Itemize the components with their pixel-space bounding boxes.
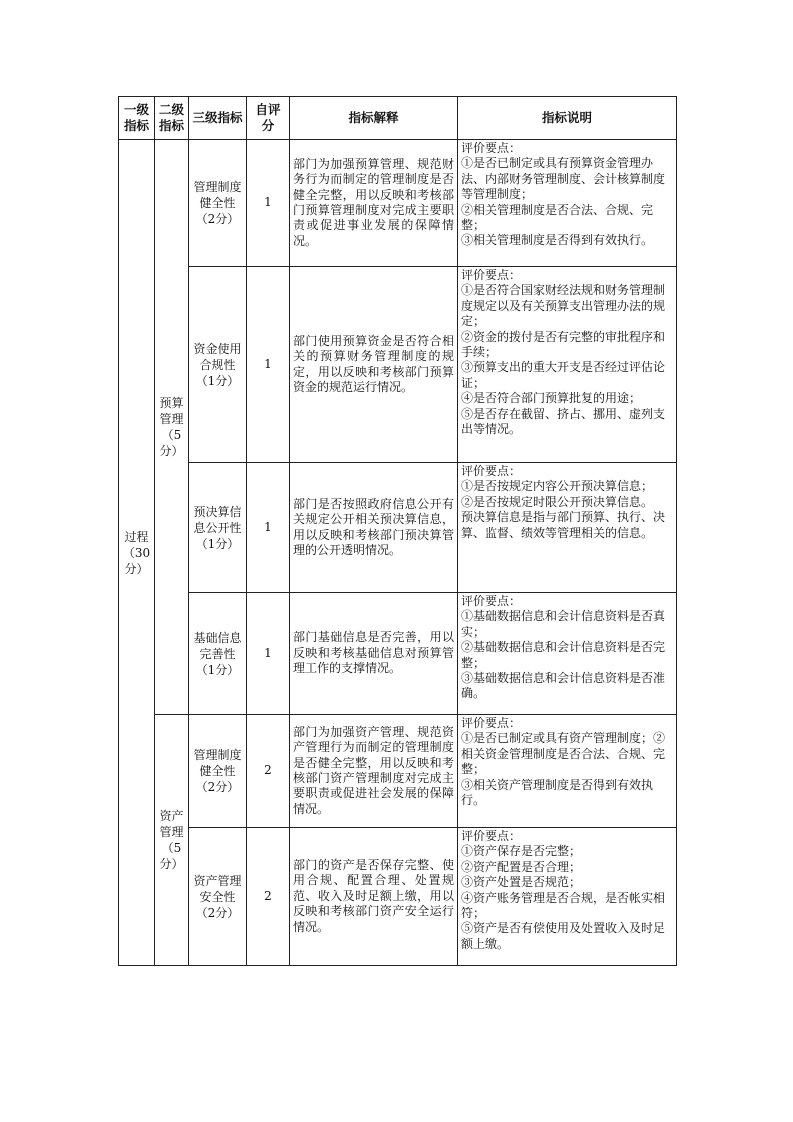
desc-line: ②资金的拨付是否有完整的审批程序和手续； xyxy=(461,329,666,360)
description-cell xyxy=(458,463,677,593)
score-cell: 2 xyxy=(247,715,290,828)
desc-line: 评价要点： xyxy=(461,829,522,843)
explanation-cell: 部门为加强预算管理、规范财务行为而制定的管理制度是否健全完整，用以反映和考核部门预算管理制度对完成主要职责或促进事业发展的保障情况。 xyxy=(290,140,458,267)
level3-cell: 管理制度健全性（2分） xyxy=(189,140,247,267)
desc-line: 评价要点： xyxy=(461,268,522,282)
desc-line: ①是否已制定或具有资产管理制度；②相关资金管理制度是否合法、合规、完整； xyxy=(461,731,666,777)
desc-line: ③基础数据信息和会计信息资料是否准确。 xyxy=(461,671,666,701)
level3-cell: 资产管理安全性（2分） xyxy=(189,828,247,966)
score-cell: 1 xyxy=(247,593,290,715)
header-score: 自评分 xyxy=(247,97,290,140)
desc-line: 评价要点： xyxy=(461,464,522,478)
desc-line: 预决算信息是指与部门预算、执行、决算、监督、绩效等管理相关的信息。 xyxy=(461,510,666,540)
level3-cell: 基础信息完善性（1分） xyxy=(189,593,247,715)
desc-line: ①资产保存是否完整； xyxy=(461,844,582,859)
desc-line: 评价要点： xyxy=(461,716,522,730)
table-row xyxy=(119,463,677,593)
explanation-cell: 部门的资产是否保存完整、使用合规、配置合理、处置规范、收入及时足额上缴，用以反映和考核部门资产安全运行情况。 xyxy=(290,828,458,966)
desc-line: ①基础数据信息和会计信息资料是否真实； xyxy=(461,609,666,639)
level2-cell-assets: 资产管理（5分） xyxy=(155,715,189,966)
desc-line: ②是否按规定时限公开预决算信息。 xyxy=(461,494,654,509)
level3-cell: 资金使用合规性（1分） xyxy=(189,267,247,463)
header-explanation: 指标解释 xyxy=(290,97,458,140)
desc-line: 评价要点： xyxy=(461,141,522,155)
explanation-cell: 部门是否按照政府信息公开有关规定公开相关预决算信息，用以反映和考核部门预决算管理的公开透明情况。 xyxy=(290,463,458,593)
desc-line: ①是否已制定或具有预算资金管理办法、内部财务管理制度、会计核算制度等管理制度； xyxy=(461,156,666,202)
desc-line: ④资产账务管理是否合规，是否帐实相符； xyxy=(461,890,666,921)
desc-line: ⑤资产是否有偿使用及处置收入及时足额上缴。 xyxy=(461,921,666,951)
header-level2: 二级指标 xyxy=(155,97,189,140)
header-description: 指标说明 xyxy=(458,97,677,140)
desc-line: ②资产配置是否合理； xyxy=(461,859,582,874)
table-row xyxy=(119,828,677,966)
desc-line: 评价要点： xyxy=(461,594,522,608)
desc-line: ③资产处置是否规范； xyxy=(461,875,582,890)
desc-line: ⑤是否存在截留、挤占、挪用、虚列支出等情况。 xyxy=(461,406,666,437)
level3-cell: 预决算信息公开性（1分） xyxy=(189,463,247,593)
score-cell: 1 xyxy=(247,140,290,267)
level3-cell: 管理制度健全性（2分） xyxy=(189,715,247,828)
description-cell xyxy=(458,267,677,463)
desc-line: ②基础数据信息和会计信息资料是否完整； xyxy=(461,640,666,670)
score-cell: 1 xyxy=(247,267,290,463)
desc-line: ①是否按规定内容公开预决算信息； xyxy=(461,479,654,494)
desc-line: ③相关资产管理制度是否得到有效执行。 xyxy=(461,777,654,808)
evaluation-table xyxy=(118,96,677,966)
desc-line: ④是否符合部门预算批复的用途； xyxy=(461,391,642,406)
score-cell: 2 xyxy=(247,828,290,966)
table-row xyxy=(119,715,677,828)
header-level3: 三级指标 xyxy=(189,97,247,140)
table-row xyxy=(119,140,677,267)
description-cell xyxy=(458,715,677,828)
desc-line: ③相关管理制度是否得到有效执行。 xyxy=(461,233,654,248)
level2-cell-budget: 预算管理（5分） xyxy=(155,140,189,715)
header-row xyxy=(119,97,677,140)
explanation-cell: 部门基础信息是否完善，用以反映和考核基础信息对预算管理工作的支撑情况。 xyxy=(290,593,458,715)
table-row xyxy=(119,593,677,715)
description-cell xyxy=(458,593,677,715)
explanation-cell: 部门为加强资产管理、规范资产管理行为而制定的管理制度是否健全完整，用以反映和考核部门资产管理制度对完成主要职责或促进社会发展的保障情况。 xyxy=(290,715,458,828)
description-cell xyxy=(458,140,677,267)
level1-cell: 过程（30分） xyxy=(119,140,155,966)
table-row xyxy=(119,267,677,463)
explanation-cell: 部门使用预算资金是否符合相关的预算财务管理制度的规定，用以反映和考核部门预算资金的规范运行情况。 xyxy=(290,267,458,463)
desc-line: ①是否符合国家财经法规和财务管理制度规定以及有关预算支出管理办法的规定； xyxy=(461,283,666,329)
score-cell: 1 xyxy=(247,463,290,593)
desc-line: ③预算支出的重大开支是否经过评估论证； xyxy=(461,360,666,390)
header-level1: 一级指标 xyxy=(119,97,155,140)
description-cell xyxy=(458,828,677,966)
desc-line: ②相关管理制度是否合法、合规、完整； xyxy=(461,202,654,233)
